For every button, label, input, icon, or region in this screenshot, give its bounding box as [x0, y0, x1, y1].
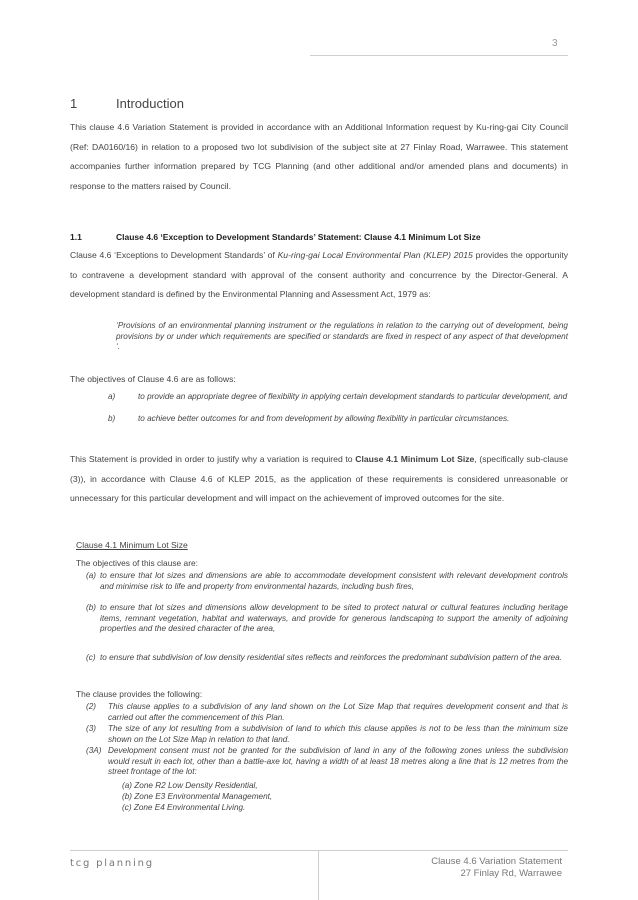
clause-provisions-intro: The clause provides the following:: [76, 689, 203, 699]
clause-provision-text: The size of any lot resulting from a subdivision of land to which this clause applies is not to be less than the minimum size shown on the Lot Size Map in relation to that land.: [108, 724, 568, 744]
objective-item: [108, 414, 568, 436]
zone-item: (b) Zone E3 Environmental Management,: [122, 792, 273, 801]
para2-lead: Clause 4.6 ‘Exceptions to Development Standards’ of: [70, 250, 278, 260]
klep-title: Ku-ring-gai Local Environmental Plan (KLEP) 2015: [277, 250, 473, 260]
clause-objective-label: (c): [86, 653, 96, 662]
clause-objective-label: (b): [86, 603, 97, 612]
footer-divider: [318, 850, 319, 900]
objectives-intro: The objectives of Clause 4.6 are as follows:: [70, 374, 236, 384]
clause-provision-text: Development consent must not be granted for the subdivision of land in any of the following zones unless the subdivision would result in each lot, other than a battle-axe lot, having a width of at least 18 metres along a line that is 12 metres from the street frontage of the lot:: [108, 746, 568, 777]
clause-objective-item: [86, 571, 568, 603]
para3-lead: This Statement is provided in order to justify why a variation is required to: [70, 454, 356, 464]
justification-text: [70, 450, 568, 509]
footer-brand: tcg planning: [70, 858, 154, 869]
clause-provision-label: (2): [86, 702, 97, 711]
intro-paragraph: [70, 118, 568, 196]
clause-provision-item: [86, 724, 568, 746]
zone-item: (a) Zone R2 Low Density Residential,: [122, 781, 258, 790]
clause-objective-text: to ensure that lot sizes and dimensions allow development to be sited to protect natural or cultural features including heritage items, remnant vegetation, habitat and waterways, and provide for generous landscaping to support the amenity of adjoining properties and the desired character of the area,: [100, 603, 568, 634]
objective-label: a): [108, 392, 116, 401]
objective-text: to achieve better outcomes for and from development by allowing flexibility in particular circumstances.: [138, 414, 510, 423]
footer-rule: [70, 850, 568, 851]
footer-address: 27 Finlay Rd, Warrawee: [460, 868, 562, 879]
page-number: 3: [552, 38, 558, 49]
subsection-number: 1.1: [70, 232, 82, 242]
clause-provision-item: [86, 702, 568, 724]
clause-objective-text: to ensure that subdivision of low density residential sites reflects and reinforces the predominant subdivision pattern of the area.: [100, 653, 562, 662]
objective-text: to provide an appropriate degree of flexibility in applying certain development standards to particular development, and: [138, 392, 568, 401]
development-standard-paragraph: [70, 246, 568, 305]
section-title: Introduction: [116, 96, 184, 111]
clause-provision-label: (3A): [86, 746, 102, 755]
objective-item: [108, 392, 568, 414]
justification-paragraph: [70, 450, 568, 509]
clause-provision-text: This clause applies to a subdivision of any land shown on the Lot Size Map that requires development consent and that is carried out after the commencement of this Plan.: [108, 702, 568, 722]
clause-provision-label: (3): [86, 724, 97, 733]
para2-tail: provides the opportunity to contravene a development standard with approval of the consent authority and concurrence by the Director-General. A development standard is defined by the Environmental Planning and Assessment Act, 1979 as:: [70, 250, 569, 300]
clause-reference: Clause 4.1 Minimum Lot Size: [355, 454, 475, 464]
clause-objective-item: [86, 653, 568, 675]
clause-objective-label: (a): [86, 571, 97, 580]
para3-tail: , (specifically sub-clause (3)), in accordance with Clause 4.6 of KLEP 2015, as the application of these requirements is considered unreasonable or unnecessary for this particular development and will impact on the achievement of improved outcomes for the site.: [70, 454, 569, 504]
clause-title: Clause 4.1 Minimum Lot Size: [76, 540, 188, 550]
header-rule: [310, 55, 568, 56]
intro-paragraph-text: This clause 4.6 Variation Statement is provided in accordance with an Additional Information request by Ku-ring-gai City Council (Ref: DA0160/16) in relation to a proposed two lot subdivision of the subject site at 27 Finlay Road, Warrawee. This statement accompanies further information prepared by TCG Planning (and other additional and/or amended plans and documents) in response to the matters raised by Council.: [70, 122, 568, 191]
definition-quote: ‘Provisions of an environmental planning instrument or the regulations in relation to the carrying out of development, being provisions by or under which requirements are specified or standards are fixed in respect of any aspect of that development ‘.: [116, 321, 568, 352]
clause-objectives-intro: The objectives of this clause are:: [76, 558, 198, 568]
footer-doc-title: Clause 4.6 Variation Statement: [431, 856, 562, 867]
clause-objective-text: to ensure that lot sizes and dimensions are able to accommodate development consistent with relevant development controls and minimise risk to life and property from environmental hazards, including bush fires,: [100, 571, 568, 591]
zone-item: (c) Zone E4 Environmental Living.: [122, 803, 246, 812]
section-number: 1: [70, 96, 78, 111]
clause-objective-item: [86, 603, 568, 646]
development-standard-text: [70, 246, 568, 305]
subsection-title: Clause 4.6 ‘Exception to Development Standards’ Statement: Clause 4.1 Minimum Lot Size: [116, 232, 481, 242]
footer-document-info: [380, 856, 562, 880]
objective-label: b): [108, 414, 116, 423]
clause-provision-item: [86, 746, 568, 778]
